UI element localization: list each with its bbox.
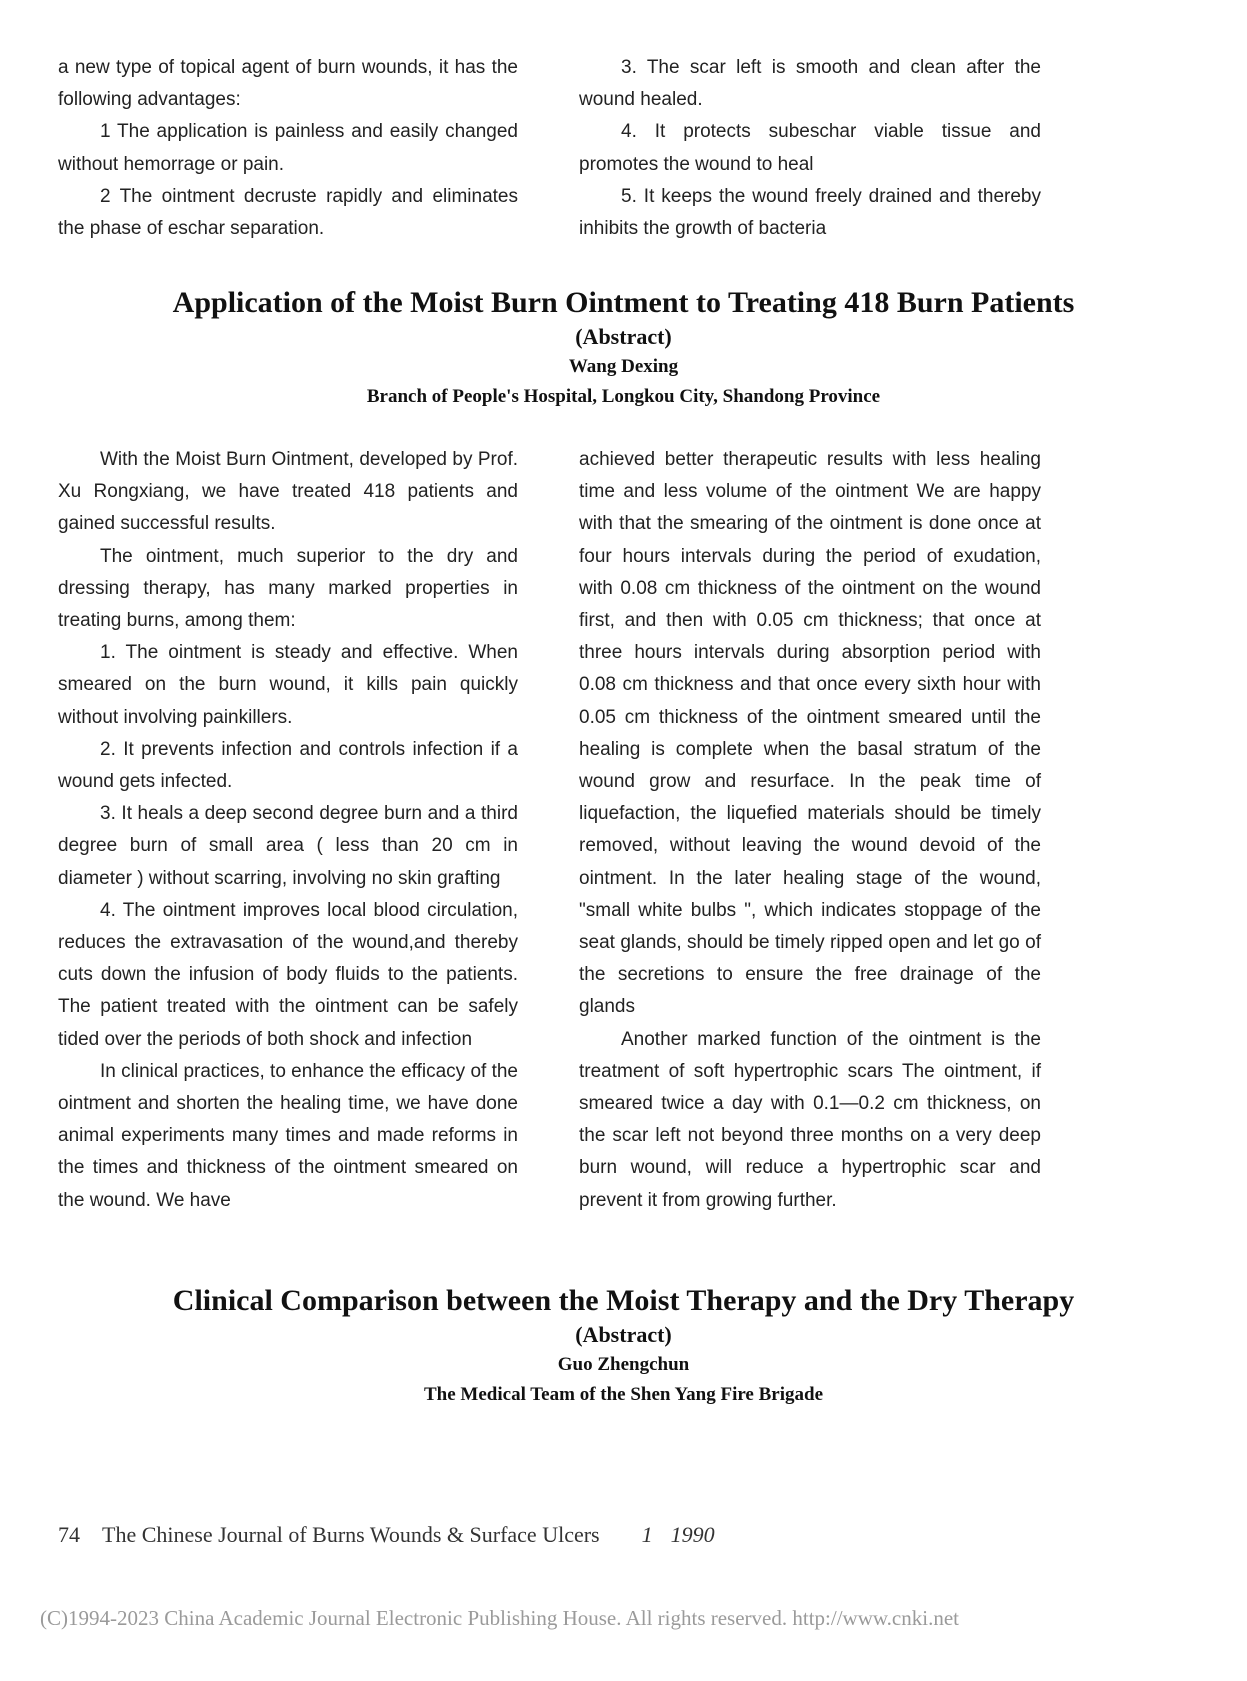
article1-title: Application of the Moist Burn Ointment to Treating 418 Burn Patients — [172, 286, 1075, 319]
year: 1990 — [670, 1522, 715, 1547]
journal-name: The Chinese Journal of Burns Wounds & Surface Ulcers — [102, 1522, 600, 1547]
copyright-notice: (C)1994-2023 China Academic Journal Electronic Publishing House. All rights reserved. http://www.cnki.net — [40, 1606, 959, 1630]
article2-subtitle: (Abstract) — [575, 1322, 672, 1347]
paragraph: achieved better therapeutic results with less healing time and less volume of the ointment We are happy with that the smearing of the ointment is done once at four hours intervals during the period of exudation, with 0.08 cm thickness of the ointment on the wound first, and then with 0.05 cm thickness; that once at three hours intervals during absorption period with 0.08 cm thickness and that once every sixth hour with 0.05 cm thickness of the ointment smeared until the healing is complete when the basal stratum of the wound grow and resurface. In the peak time of liquefaction, the liquefied materials should be timely removed, without leaving the wound devoid of the ointment. In the later healing stage of the wound, "small white bulbs ", which indicates stoppage of the seat glands, should be timely ripped open and let go of the secretions to ensure the free drainage of the glands — [579, 449, 1041, 1018]
article1-heading — [0, 284, 1247, 412]
paragraph: a new type of topical agent of burn wounds, it has the following advantages: — [58, 57, 518, 111]
paragraph: 3. The scar left is smooth and clean after the wound healed. — [579, 57, 1041, 111]
top-right-column — [579, 52, 1041, 245]
article1-right-column — [579, 444, 1041, 1217]
article1-affiliation: Branch of People's Hospital, Longkou City, Shandong Province — [366, 386, 881, 407]
article2-title: Clinical Comparison between the Moist Therapy and the Dry Therapy — [172, 1284, 1075, 1317]
paragraph: Another marked function of the ointment is the treatment of soft hypertrophic scars The ointment, if smeared twice a day with 0.1—0.2 cm thickness, on the scar left not beyond three months on a very deep burn wound, will reduce a hypertrophic scar and prevent it from growing further. — [579, 1028, 1041, 1211]
article1-subtitle: (Abstract) — [575, 324, 672, 349]
paragraph: 4. It protects subeschar viable tissue and promotes the wound to heal — [579, 121, 1041, 175]
paragraph: 2. It prevents infection and controls infection if a wound gets infected. — [58, 738, 518, 793]
article2-author: Guo Zhengchun — [557, 1354, 690, 1375]
paragraph: 3. It heals a deep second degree burn and a third degree burn of small area ( less than 20 cm in diameter ) without scarring, involving no skin grafting — [58, 803, 518, 889]
article2-affiliation: The Medical Team of the Shen Yang Fire Brigade — [424, 1384, 823, 1405]
issue-number: 1 — [641, 1522, 653, 1547]
article1-author: Wang Dexing — [568, 356, 679, 377]
article1-left-column — [58, 444, 518, 1217]
page-number: 74 — [58, 1522, 80, 1547]
paragraph: 2 The ointment decruste rapidly and eliminates the phase of eschar separation. — [58, 185, 518, 240]
paragraph: 5. It keeps the wound freely drained and thereby inhibits the growth of bacteria — [579, 185, 1041, 240]
article2-heading — [0, 1282, 1247, 1410]
paragraph: 1. The ointment is steady and effective. When smeared on the burn wound, it kills pain quickly without involving painkillers. — [58, 642, 518, 728]
paragraph: 1 The application is painless and easily changed without hemorrage or pain. — [58, 121, 518, 175]
paragraph: In clinical practices, to enhance the efficacy of the ointment and shorten the healing time, we have done animal experiments many times and made reforms in the times and thickness of the ointment smeared on the wound. We have — [58, 1060, 518, 1211]
page-footer — [58, 1522, 715, 1548]
top-left-column — [58, 52, 518, 245]
paragraph: 4. The ointment improves local blood circulation, reduces the extravasation of the wound,and thereby cuts down the infusion of body fluids to the patients. The patient treated with the ointment can be safely tided over the periods of both shock and infection — [58, 899, 518, 1050]
paragraph: The ointment, much superior to the dry and dressing therapy, has many marked properties in treating burns, among them: — [58, 545, 518, 632]
paragraph: With the Moist Burn Ointment, developed by Prof. Xu Rongxiang, we have treated 418 patients and gained successful results. — [58, 449, 518, 535]
